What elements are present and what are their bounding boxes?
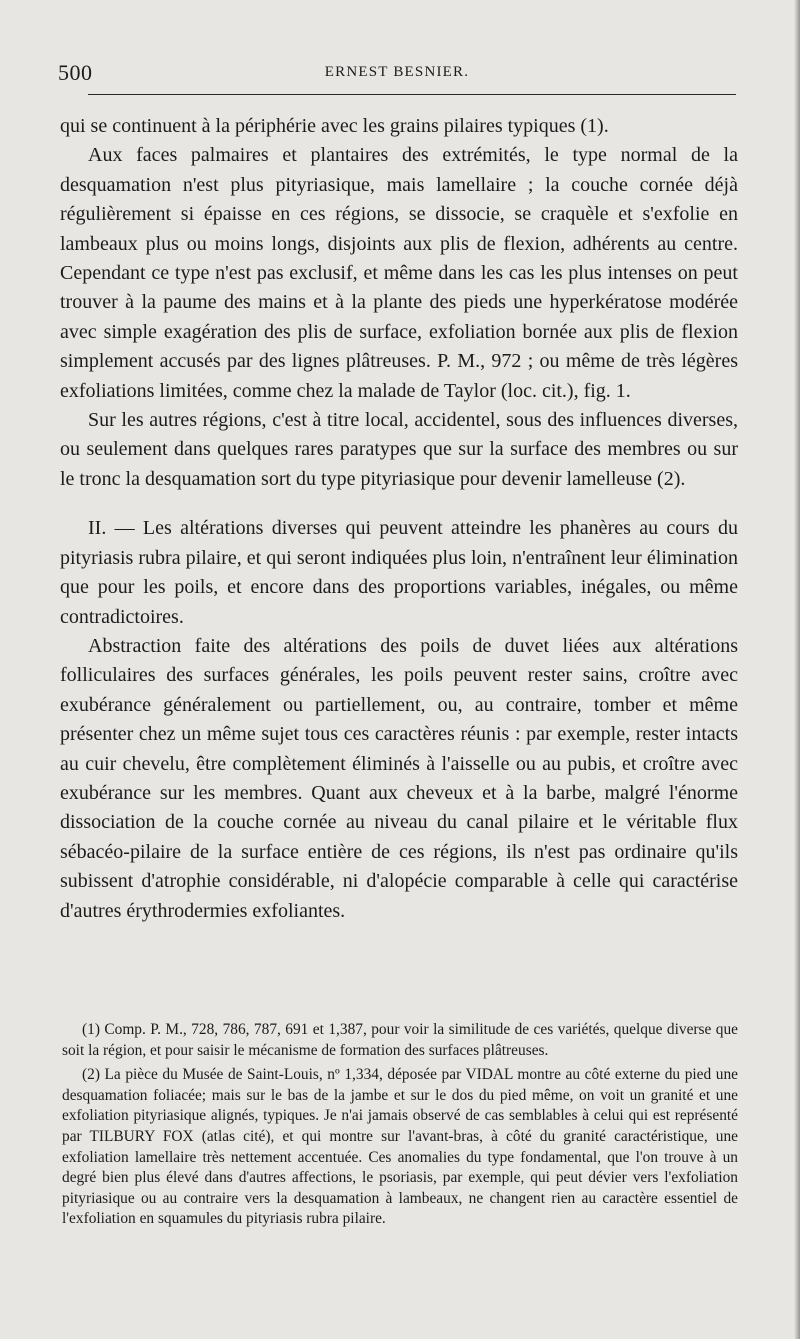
paragraph-other-regions: Sur les autres régions, c'est à titre local, accidentel, sous des influences diverses, ou seulement dans quelques rares paratypes que sur la surface des membres ou sur le tronc la desquamation sort du type pityriasique pour devenir lamelleuse (2).: [60, 409, 738, 490]
paragraph-continuation: qui se continuent à la périphérie avec les grains pilaires typiques (1).: [60, 115, 609, 137]
paragraph-palmar-plantar: Aux faces palmaires et plantaires des extrémités, le type normal de la desquamation n'est plus pityriasique, mais lamellaire ; la couche cornée déjà régulièrement si épaisse en ces régions, se dissocie, se craquèle et s'exfolie en lambeaux plus ou moins longs, disjoints aux plis de flexion, adhérents au centre. Cependant ce type n'est pas exclusif, et même dans les cas les plus intenses on peut trouver à la paume des mains et à la plante des pieds une hyperkératose modérée avec simple exagération des plis de surface, exfoliation bornée aux plis de flexion simplement accusés par des lignes plâtreuses. P. M., 972 ; ou même de très légères exfoliations limitées, comme chez la malade de Taylor (loc. cit.), fig. 1.: [60, 144, 738, 402]
paragraph-hair-alterations: Abstraction faite des altérations des poils de duvet liées aux altérations folliculaires des surfaces générales, les poils peuvent rester sains, croître avec exubérance généralement ou partiellement, ou, au contraire, tomber et même présenter chez un même sujet tous ces caractères réunis : par exemple, rester intacts au cuir chevelu, être complètement éliminés à l'aisselle ou au pubis, et croître avec exubérance sur les membres. Quant aux cheveux et à la barbe, malgré l'énorme dissociation de la couche cornée au niveau du canal pilaire et le véritable flux sébacéo-pilaire de la surface entière de ces régions, ils n'est pas ordinaire qu'ils subissent d'atrophie considérable, ni d'alopécie comparable à celle qui caractérise d'autres érythrodermies exfoliantes.: [60, 634, 738, 922]
header-rule: [88, 94, 736, 95]
page-edge-shadow: [794, 0, 800, 1339]
footnotes: [62, 1020, 738, 1230]
footnote-2: (2) La pièce du Musée de Saint-Louis, nº 1,334, déposée par VIDAL montre au côté externe du pied une desquamation foliacée; mais sur le bas de la jambe et sur le dos du pied même, on voit un granité et une exfoliation pityriasique alignés, typiques. Je n'ai jamais observé de cas semblables à celui qui est représenté par TILBURY FOX (atlas cité), et qui montre sur l'avant-bras, à côté du granité caractéristique, une exfoliation lamellaire très nettement accentuée. Ces anomalies du type fondamental, que l'on trouve à un degré bien plus élevé dans d'autres affections, le psoriasis, par exemple, qui peut dévier vers l'exfoliation pityriasique ou au contraire vers la desquamation à lambeaux, ne changent rien au caractère essentiel de l'exfoliation en squamules du pityriasis rubra pilaire.: [62, 1066, 738, 1228]
page-number: 500: [58, 60, 93, 85]
paragraph-section-ii: II. — Les altérations diverses qui peuvent atteindre les phanères au cours du pityriasis rubra pilaire, et qui seront indiquées plus loin, n'entraînent leur élimination que pour les poils, et encore dans des proportions variables, inégales, ou même contradictoires.: [60, 517, 738, 628]
footnote-1: (1) Comp. P. M., 728, 786, 787, 691 et 1,387, pour voir la similitude de ces variétés, quelque diverse que soit la région, et pour saisir le mécanisme de formation des surfaces plâtreuses.: [62, 1021, 738, 1059]
page-header: [58, 58, 736, 98]
body-text: [60, 112, 738, 926]
running-head: ERNEST BESNIER.: [324, 64, 470, 80]
